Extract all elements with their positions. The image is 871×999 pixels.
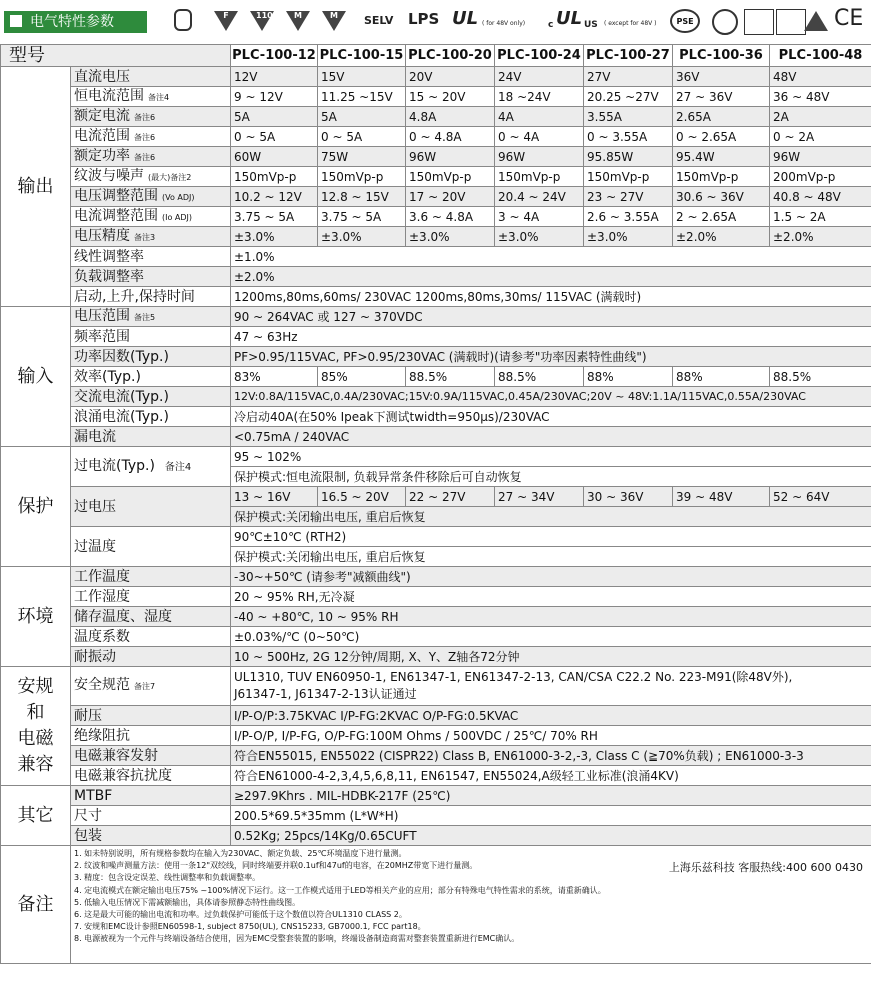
value-cell: PF>0.95/115VAC, PF>0.95/230VAC (满载时)(请参考"功率因素特性曲线") [231, 347, 871, 367]
value-cell: 47 ~ 63Hz [231, 327, 871, 347]
row-note: (Vo ADJ) [162, 192, 195, 202]
group-line: 和 [26, 702, 45, 723]
value-cell: 0 ~ 2A [770, 127, 871, 147]
value-cell: 27V [584, 67, 673, 87]
row-label-text: 尺寸 [74, 807, 102, 824]
row-label-text: 工作温度 [74, 568, 130, 585]
value-cell: ±3.0% [231, 227, 318, 247]
row-label [71, 766, 231, 786]
square-icon [10, 15, 22, 27]
table-row [1, 247, 871, 267]
table-row [1, 307, 871, 327]
table-row [1, 267, 871, 287]
lps-mark: LPS [408, 10, 440, 28]
row-label [71, 207, 231, 227]
row-label-text: 包装 [74, 827, 102, 844]
value-cell: 18 ~24V [495, 87, 584, 107]
row-label [71, 387, 231, 407]
value-cell: 12.8 ~ 15V [318, 187, 406, 207]
row-label-text: 漏电流 [74, 428, 116, 445]
table-row [1, 287, 871, 307]
model-header: PLC-100-12 [231, 45, 318, 67]
group-input: 输入 [1, 307, 71, 447]
row-label-text: 电流范围 [74, 127, 130, 144]
value-cell: 27 ~ 34V [495, 487, 584, 507]
fuse-icon [174, 9, 192, 31]
value-cell: 1.5 ~ 2A [770, 207, 871, 227]
row-label [71, 427, 231, 447]
value-cell: 36V [673, 67, 770, 87]
row-label [71, 447, 231, 487]
row-label-text: 额定功率 [74, 147, 130, 164]
table-row [1, 427, 871, 447]
value-cell: 22 ~ 27V [406, 487, 495, 507]
standards-line: J61347-1, J61347-2-13认证通过 [234, 687, 417, 701]
value-cell: 39 ~ 48V [673, 487, 770, 507]
value-cell: 3.75 ~ 5A [318, 207, 406, 227]
table-row [1, 167, 871, 187]
row-label [71, 367, 231, 387]
value-cell: 3.6 ~ 4.8A [406, 207, 495, 227]
row-note: 备注4 [148, 92, 170, 102]
value-cell: 15V [318, 67, 406, 87]
ccc-mark-icon [712, 9, 738, 35]
group-environment: 环境 [1, 567, 71, 667]
group-notes: 备注 [1, 846, 71, 964]
model-header: PLC-100-24 [495, 45, 584, 67]
row-label-text: 频率范围 [74, 328, 130, 345]
row-label [71, 726, 231, 746]
cert-mark-m-icon: M [286, 11, 310, 31]
value-cell: 88.5% [406, 367, 495, 387]
row-label [71, 667, 231, 706]
table-row [1, 187, 871, 207]
row-note: (Io ADJ) [162, 212, 193, 222]
row-label [71, 627, 231, 647]
value-cell: 88.5% [770, 367, 871, 387]
row-label [71, 227, 231, 247]
row-label [71, 407, 231, 427]
note-line: 3. 精度：包含设定误差、线性调整率和负载调整率。 [74, 873, 261, 883]
value-cell: 3 ~ 4A [495, 207, 584, 227]
table-row [1, 227, 871, 247]
model-header: PLC-100-48 [770, 45, 871, 67]
emc-approval-icon [776, 9, 806, 35]
value-cell: -30~+50℃ (请参考"减额曲线") [231, 567, 871, 587]
row-label-text: 线性调整率 [74, 248, 144, 265]
row-label-text: MTBF [74, 787, 113, 804]
value-cell: 95 ~ 102% [231, 447, 871, 467]
value-cell: 2.6 ~ 3.55A [584, 207, 673, 227]
row-label [71, 107, 231, 127]
value-cell: ±1.0% [231, 247, 871, 267]
row-label [71, 487, 231, 527]
row-label-text: 电磁兼容抗扰度 [74, 767, 172, 784]
value-cell: 0 ~ 5A [318, 127, 406, 147]
ul-note: ( for 48V only) [482, 20, 526, 27]
value-cell: 1200ms,80ms,60ms/ 230VAC 1200ms,80ms,30ms/ 115VAC (满载时) [231, 287, 871, 307]
row-label-text: 额定电流 [74, 107, 130, 124]
value-cell: 4.8A [406, 107, 495, 127]
value-cell: 88% [673, 367, 770, 387]
value-cell: 12V:0.8A/115VAC,0.4A/230VAC;15V:0.9A/115VAC,0.45A/230VAC;20V ~ 48V:1.1A/115VAC,0.55A/230VAC [231, 387, 871, 407]
spec-table [0, 44, 871, 964]
row-label-text: 绝缘阻抗 [74, 727, 130, 744]
value-cell: ±2.0% [770, 227, 871, 247]
value-cell: 75W [318, 147, 406, 167]
certification-header [0, 0, 871, 44]
value-cell: 24V [495, 67, 584, 87]
table-row [1, 87, 871, 107]
value-cell: ±0.03%/℃ (0~50℃) [231, 627, 871, 647]
row-note: 备注4 [164, 461, 192, 473]
row-note: 备注6 [134, 152, 156, 162]
row-label [71, 806, 231, 826]
row-label-text: 温度系数 [74, 628, 130, 645]
section-tag: 电气特性参数 [4, 11, 147, 33]
value-cell: 83% [231, 367, 318, 387]
value-cell: -40 ~ +80℃, 10 ~ 95% RH [231, 607, 871, 627]
cul-c: c [548, 20, 554, 30]
row-label-text: 电流调整范围 [74, 207, 158, 224]
row-label [71, 347, 231, 367]
value-cell: 0 ~ 2.65A [673, 127, 770, 147]
table-row [1, 327, 871, 347]
model-label: 型号 [1, 45, 231, 67]
value-cell: 冷启动40A(在50% Ipeak下测试twidth=950µs)/230VAC [231, 407, 871, 427]
value-cell: 52 ~ 64V [770, 487, 871, 507]
row-label-text: 交流电流(Typ.) [74, 388, 169, 405]
value-cell: 10 ~ 500Hz, 2G 12分钟/周期, X、Y、Z轴各72分钟 [231, 647, 871, 667]
value-cell: 200.5*69.5*35mm (L*W*H) [231, 806, 871, 826]
group-protection: 保护 [1, 447, 71, 567]
row-label [71, 267, 231, 287]
row-label [71, 67, 231, 87]
row-label [71, 786, 231, 806]
row-label-text: 耐振动 [74, 648, 116, 665]
value-cell [231, 667, 871, 706]
row-label-text: 电压精度 [74, 227, 130, 244]
model-header: PLC-100-20 [406, 45, 495, 67]
table-row [1, 347, 871, 367]
row-note: 备注6 [134, 132, 156, 142]
safety-approval-icon [744, 9, 774, 35]
note-line: 6. 这是最大可能的输出电流和功率。过负载保护可能低于这个数值以符合UL1310 CLASS 2。 [74, 910, 407, 920]
value-cell: 13 ~ 16V [231, 487, 318, 507]
value-cell: 3.55A [584, 107, 673, 127]
value-cell: 20 ~ 95% RH,无冷凝 [231, 587, 871, 607]
row-label [71, 527, 231, 567]
group-line: 电磁 [17, 728, 54, 749]
row-note: 备注3 [134, 232, 156, 242]
value-cell: 20.25 ~27V [584, 87, 673, 107]
value-cell: 保护模式:关闭输出电压, 重启后恢复 [231, 507, 871, 527]
hotline: 上海乐兹科技 客服热线:400 600 0430 [668, 861, 863, 874]
value-cell: 0 ~ 5A [231, 127, 318, 147]
table-row [1, 67, 871, 87]
value-cell: 150mVp-p [406, 167, 495, 187]
row-label [71, 587, 231, 607]
value-cell: 16.5 ~ 20V [318, 487, 406, 507]
value-cell: 88.5% [495, 367, 584, 387]
note-line: 2. 纹波和噪声测量方法：使用一条12"双绞线，同时终端要并联0.1uf和47uf的电容，在20MHZ带宽下进行量测。 [74, 861, 478, 871]
value-cell: 3.75 ~ 5A [231, 207, 318, 227]
note-line: 4. 定电流模式在额定输出电压75% ~100%情况下运行。这一工作模式适用于LED等相关产业的应用；部分有特殊电气特性需求的系统，请重新确认。 [74, 885, 606, 895]
row-label-text: 过电流(Typ.) [74, 457, 155, 474]
value-cell: 95.85W [584, 147, 673, 167]
value-cell: 150mVp-p [584, 167, 673, 187]
value-cell: 15 ~ 20V [406, 87, 495, 107]
cul-mark-icon: UL [556, 8, 583, 29]
row-label [71, 287, 231, 307]
cul-us: US [584, 20, 598, 30]
row-label-text: 负载调整率 [74, 268, 144, 285]
value-cell: 90 ~ 264VAC 或 127 ~ 370VDC [231, 307, 871, 327]
table-row [1, 127, 871, 147]
row-note: (最大)备注2 [148, 172, 192, 182]
row-label-text: 功率因数(Typ.) [74, 348, 169, 365]
value-cell: <0.75mA / 240VAC [231, 427, 871, 447]
row-note: 备注7 [134, 682, 156, 691]
group-output: 输出 [1, 67, 71, 307]
row-label [71, 567, 231, 587]
value-cell: 150mVp-p [231, 167, 318, 187]
ul-mark-icon: UL [452, 8, 479, 29]
table-row [1, 387, 871, 407]
value-cell: 60W [231, 147, 318, 167]
selv-mark: SELV [364, 14, 394, 27]
value-cell: 23 ~ 27V [584, 187, 673, 207]
cul-note: ( except for 48V ) [604, 20, 657, 27]
table-row [1, 367, 871, 387]
cert-mark-f-icon: F [214, 11, 238, 31]
row-label-text: 工作湿度 [74, 588, 130, 605]
row-label-text: 安全规范 [74, 677, 130, 693]
row-label-text: 过温度 [74, 538, 116, 555]
value-cell: 88% [584, 367, 673, 387]
value-cell: 符合EN55015, EN55022 (CISPR22) Class B, EN61000-3-2,-3, Class C (≧70%负载) ; EN61000-3-3 [231, 746, 871, 766]
value-cell: 96W [770, 147, 871, 167]
value-cell: 0 ~ 3.55A [584, 127, 673, 147]
value-cell: 30.6 ~ 36V [673, 187, 770, 207]
row-label [71, 167, 231, 187]
table-row [1, 147, 871, 167]
row-label-text: 恒电流范围 [74, 87, 144, 104]
note-line: 1. 如未特别说明，所有规格参数均在输入为230VAC、额定负载、25℃环境温度下进行量测。 [74, 849, 407, 858]
value-cell: ±2.0% [231, 267, 871, 287]
value-cell: 96W [495, 147, 584, 167]
row-label-text: 浪涌电流(Typ.) [74, 408, 169, 425]
row-note: 备注5 [134, 312, 156, 322]
row-label-text: 启动,上升,保持时间 [74, 288, 195, 305]
cert-mark-110-icon: 110 [250, 11, 274, 31]
row-label [71, 147, 231, 167]
value-cell: 9 ~ 12V [231, 87, 318, 107]
row-label-text: 电磁兼容发射 [74, 747, 158, 764]
value-cell: 5A [318, 107, 406, 127]
value-cell: ≥297.9Khrs . MIL-HDBK-217F (25℃) [231, 786, 871, 806]
row-label-text: 耐压 [74, 707, 102, 724]
group-others: 其它 [1, 786, 71, 846]
table-row [1, 407, 871, 427]
group-line: 安规 [17, 676, 54, 697]
value-cell: ±2.0% [673, 227, 770, 247]
row-label [71, 746, 231, 766]
value-cell: 30 ~ 36V [584, 487, 673, 507]
model-header: PLC-100-15 [318, 45, 406, 67]
standards-line: UL1310, TUV EN60950-1, EN61347-1, EN61347-2-13, CAN/CSA C22.2 No. 223-M91(除48V外), [234, 670, 793, 684]
value-cell: 0 ~ 4A [495, 127, 584, 147]
value-cell: ±3.0% [318, 227, 406, 247]
value-cell: 96W [406, 147, 495, 167]
row-label-text: 效率(Typ.) [74, 368, 141, 385]
value-cell: ±3.0% [495, 227, 584, 247]
value-cell: 27 ~ 36V [673, 87, 770, 107]
value-cell: 10.2 ~ 12V [231, 187, 318, 207]
value-cell: 2 ~ 2.65A [673, 207, 770, 227]
value-cell: 11.25 ~15V [318, 87, 406, 107]
value-cell: 150mVp-p [318, 167, 406, 187]
value-cell: ±3.0% [406, 227, 495, 247]
group-line: 兼容 [17, 754, 54, 775]
row-label [71, 87, 231, 107]
value-cell: 17 ~ 20V [406, 187, 495, 207]
note-line: 8. 电源被视为一个元件与终端设备结合使用，因为EMC受整套装置的影响，终端设备制造商需对整套装置重新进行EMC确认。 [74, 934, 520, 944]
notes-cell [71, 846, 871, 964]
table-row [1, 107, 871, 127]
value-cell: 95.4W [673, 147, 770, 167]
note-line: 7. 安规和EMC设计参照EN60598-1, subject 8750(UL), CNS15233, GB7000.1, FCC part18。 [74, 922, 426, 932]
row-label [71, 607, 231, 627]
value-cell: 36 ~ 48V [770, 87, 871, 107]
value-cell: 200mVp-p [770, 167, 871, 187]
row-label-text: 直流电压 [74, 68, 130, 85]
pse-mark-icon: PSE [670, 9, 700, 33]
value-cell: 48V [770, 67, 871, 87]
value-cell: 150mVp-p [673, 167, 770, 187]
row-label-text: 储存温度、湿度 [74, 608, 172, 625]
row-label-text: 过电压 [74, 498, 116, 515]
value-cell: 4A [495, 107, 584, 127]
row-label-text: 电压调整范围 [74, 187, 158, 204]
value-cell: 12V [231, 67, 318, 87]
row-note: 备注6 [134, 112, 156, 122]
value-cell: 保护模式:恒电流限制, 负载异常条件移除后可自动恢复 [231, 467, 871, 487]
model-header: PLC-100-36 [673, 45, 770, 67]
row-label [71, 187, 231, 207]
value-cell: 20.4 ~ 24V [495, 187, 584, 207]
value-cell: 150mVp-p [495, 167, 584, 187]
row-label [71, 826, 231, 846]
row-label [71, 247, 231, 267]
row-label [71, 307, 231, 327]
value-cell: 20V [406, 67, 495, 87]
value-cell: ±3.0% [584, 227, 673, 247]
value-cell: 40.8 ~ 48V [770, 187, 871, 207]
row-label-text: 电压范围 [74, 307, 130, 324]
value-cell: I/P-O/P, I/P-FG, O/P-FG:100M Ohms / 500VDC / 25℃/ 70% RH [231, 726, 871, 746]
row-label [71, 127, 231, 147]
row-label [71, 327, 231, 347]
row-label [71, 706, 231, 726]
row-label [71, 647, 231, 667]
model-header: PLC-100-27 [584, 45, 673, 67]
ce-mark: CE [834, 6, 864, 31]
table-row [1, 207, 871, 227]
value-cell: 90℃±10℃ (RTH2) [231, 527, 871, 547]
value-cell: 2A [770, 107, 871, 127]
cert-mark-mm-icon: M [322, 11, 346, 31]
value-cell: 符合EN61000-4-2,3,4,5,6,8,11, EN61547, EN55024,A级轻工业标准(浪涌4KV) [231, 766, 871, 786]
value-cell: 保护模式:关闭输出电压, 重启后恢复 [231, 547, 871, 567]
warning-triangle-icon [804, 11, 828, 31]
value-cell: 0 ~ 4.8A [406, 127, 495, 147]
row-label-text: 纹波与噪声 [74, 167, 144, 184]
value-cell: 85% [318, 367, 406, 387]
note-line: 5. 低输入电压情况下需减额输出，具体请参照静态特性曲线图。 [74, 897, 301, 907]
group-safety-emc [1, 667, 71, 786]
value-cell: 5A [231, 107, 318, 127]
value-cell: 2.65A [673, 107, 770, 127]
value-cell: 0.52Kg; 25pcs/14Kg/0.65CUFT [231, 826, 871, 846]
value-cell: I/P-O/P:3.75KVAC I/P-FG:2KVAC O/P-FG:0.5KVAC [231, 706, 871, 726]
